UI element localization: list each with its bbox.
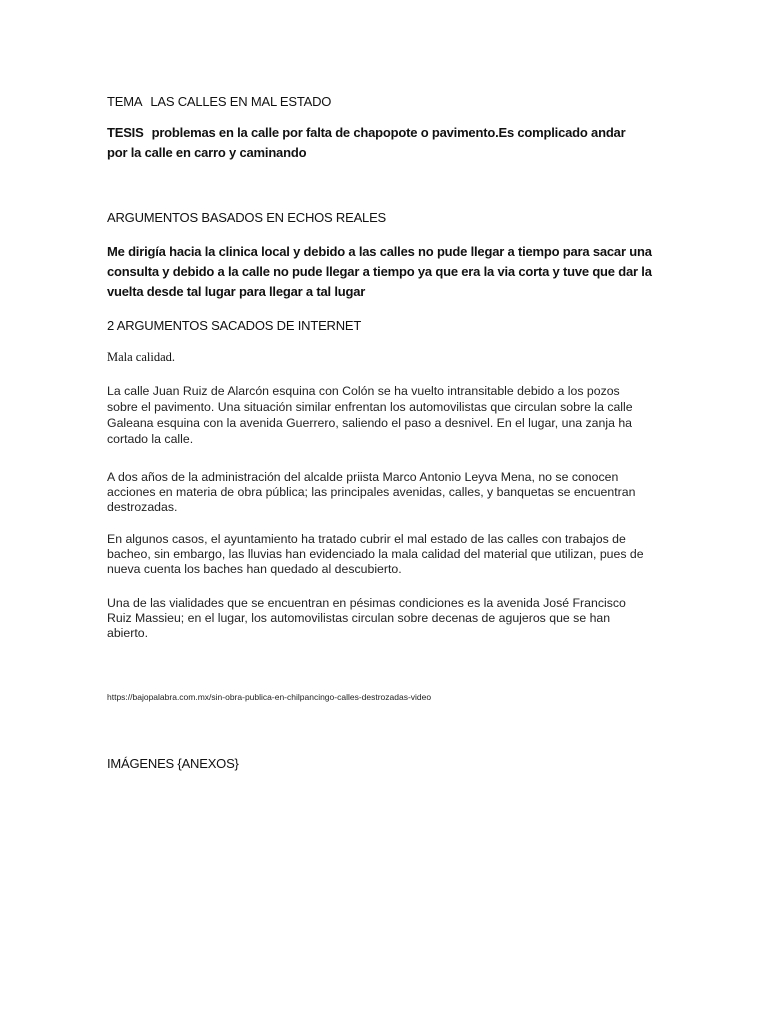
- imagenes-heading: IMÁGENES {ANEXOS}: [107, 756, 239, 771]
- paragraph-3: En algunos casos, el ayuntamiento ha tratado cubrir el mal estado de las calles con trabajos de bacheo, sin embargo, las lluvias han evidenciado la mala calidad del material que utilizan, pues de nueva cuenta los baches han quedado al descubierto.: [107, 532, 644, 576]
- tema-line: [107, 92, 667, 112]
- tema-text: LAS CALLES EN MAL ESTADO: [150, 94, 332, 109]
- tesis-paragraph: [107, 123, 647, 163]
- argumentos-reales-paragraph: Me dirigía hacia la clinica local y debido a las calles no pude llegar a tiempo para sacar una consulta y debido a la calle no pude llegar a tiempo ya que era la via corta y tuve que dar la vuelta desde tal lugar para llegar a tal lugar: [107, 244, 652, 299]
- paragraph-4: Una de las vialidades que se encuentran en pésimas condiciones es la avenida José Francisco Ruiz Massieu; en el lugar, los automovilistas circulan sobre decenas de agujeros que se han abierto.: [107, 596, 626, 640]
- argumentos-reales-heading: ARGUMENTOS BASADOS EN ECHOS REALES: [107, 210, 387, 225]
- tesis-text: problemas en la calle por falta de chapopote o pavimento.Es complicado andar por la calle en carro y caminando: [107, 125, 626, 160]
- paragraph-1: La calle Juan Ruiz de Alarcón esquina con Colón se ha vuelto intransitable debido a los pozos sobre el pavimento. Una situación similar enfrentan los automovilistas que circulan sobre la calle Galeana esquina con la avenida Guerrero, saliendo el paso a desnivel. En el lugar, una zanja ha cortado la calle.: [107, 384, 633, 446]
- source-url: https://bajopalabra.com.mx/sin-obra-publica-en-chilpancingo-calles-destrozadas-video: [107, 692, 432, 702]
- tesis-label: TESIS: [107, 125, 144, 140]
- paragraph-2: A dos años de la administración del alcalde priista Marco Antonio Leyva Mena, no se conocen acciones en materia de obra pública; las principales avenidas, calles, y banquetas se encuentran destrozadas.: [107, 470, 636, 514]
- mala-calidad-text: Mala calidad.: [107, 350, 176, 364]
- tema-label: TEMA: [107, 94, 143, 109]
- argumentos-internet-heading: 2 ARGUMENTOS SACADOS DE INTERNET: [107, 318, 362, 333]
